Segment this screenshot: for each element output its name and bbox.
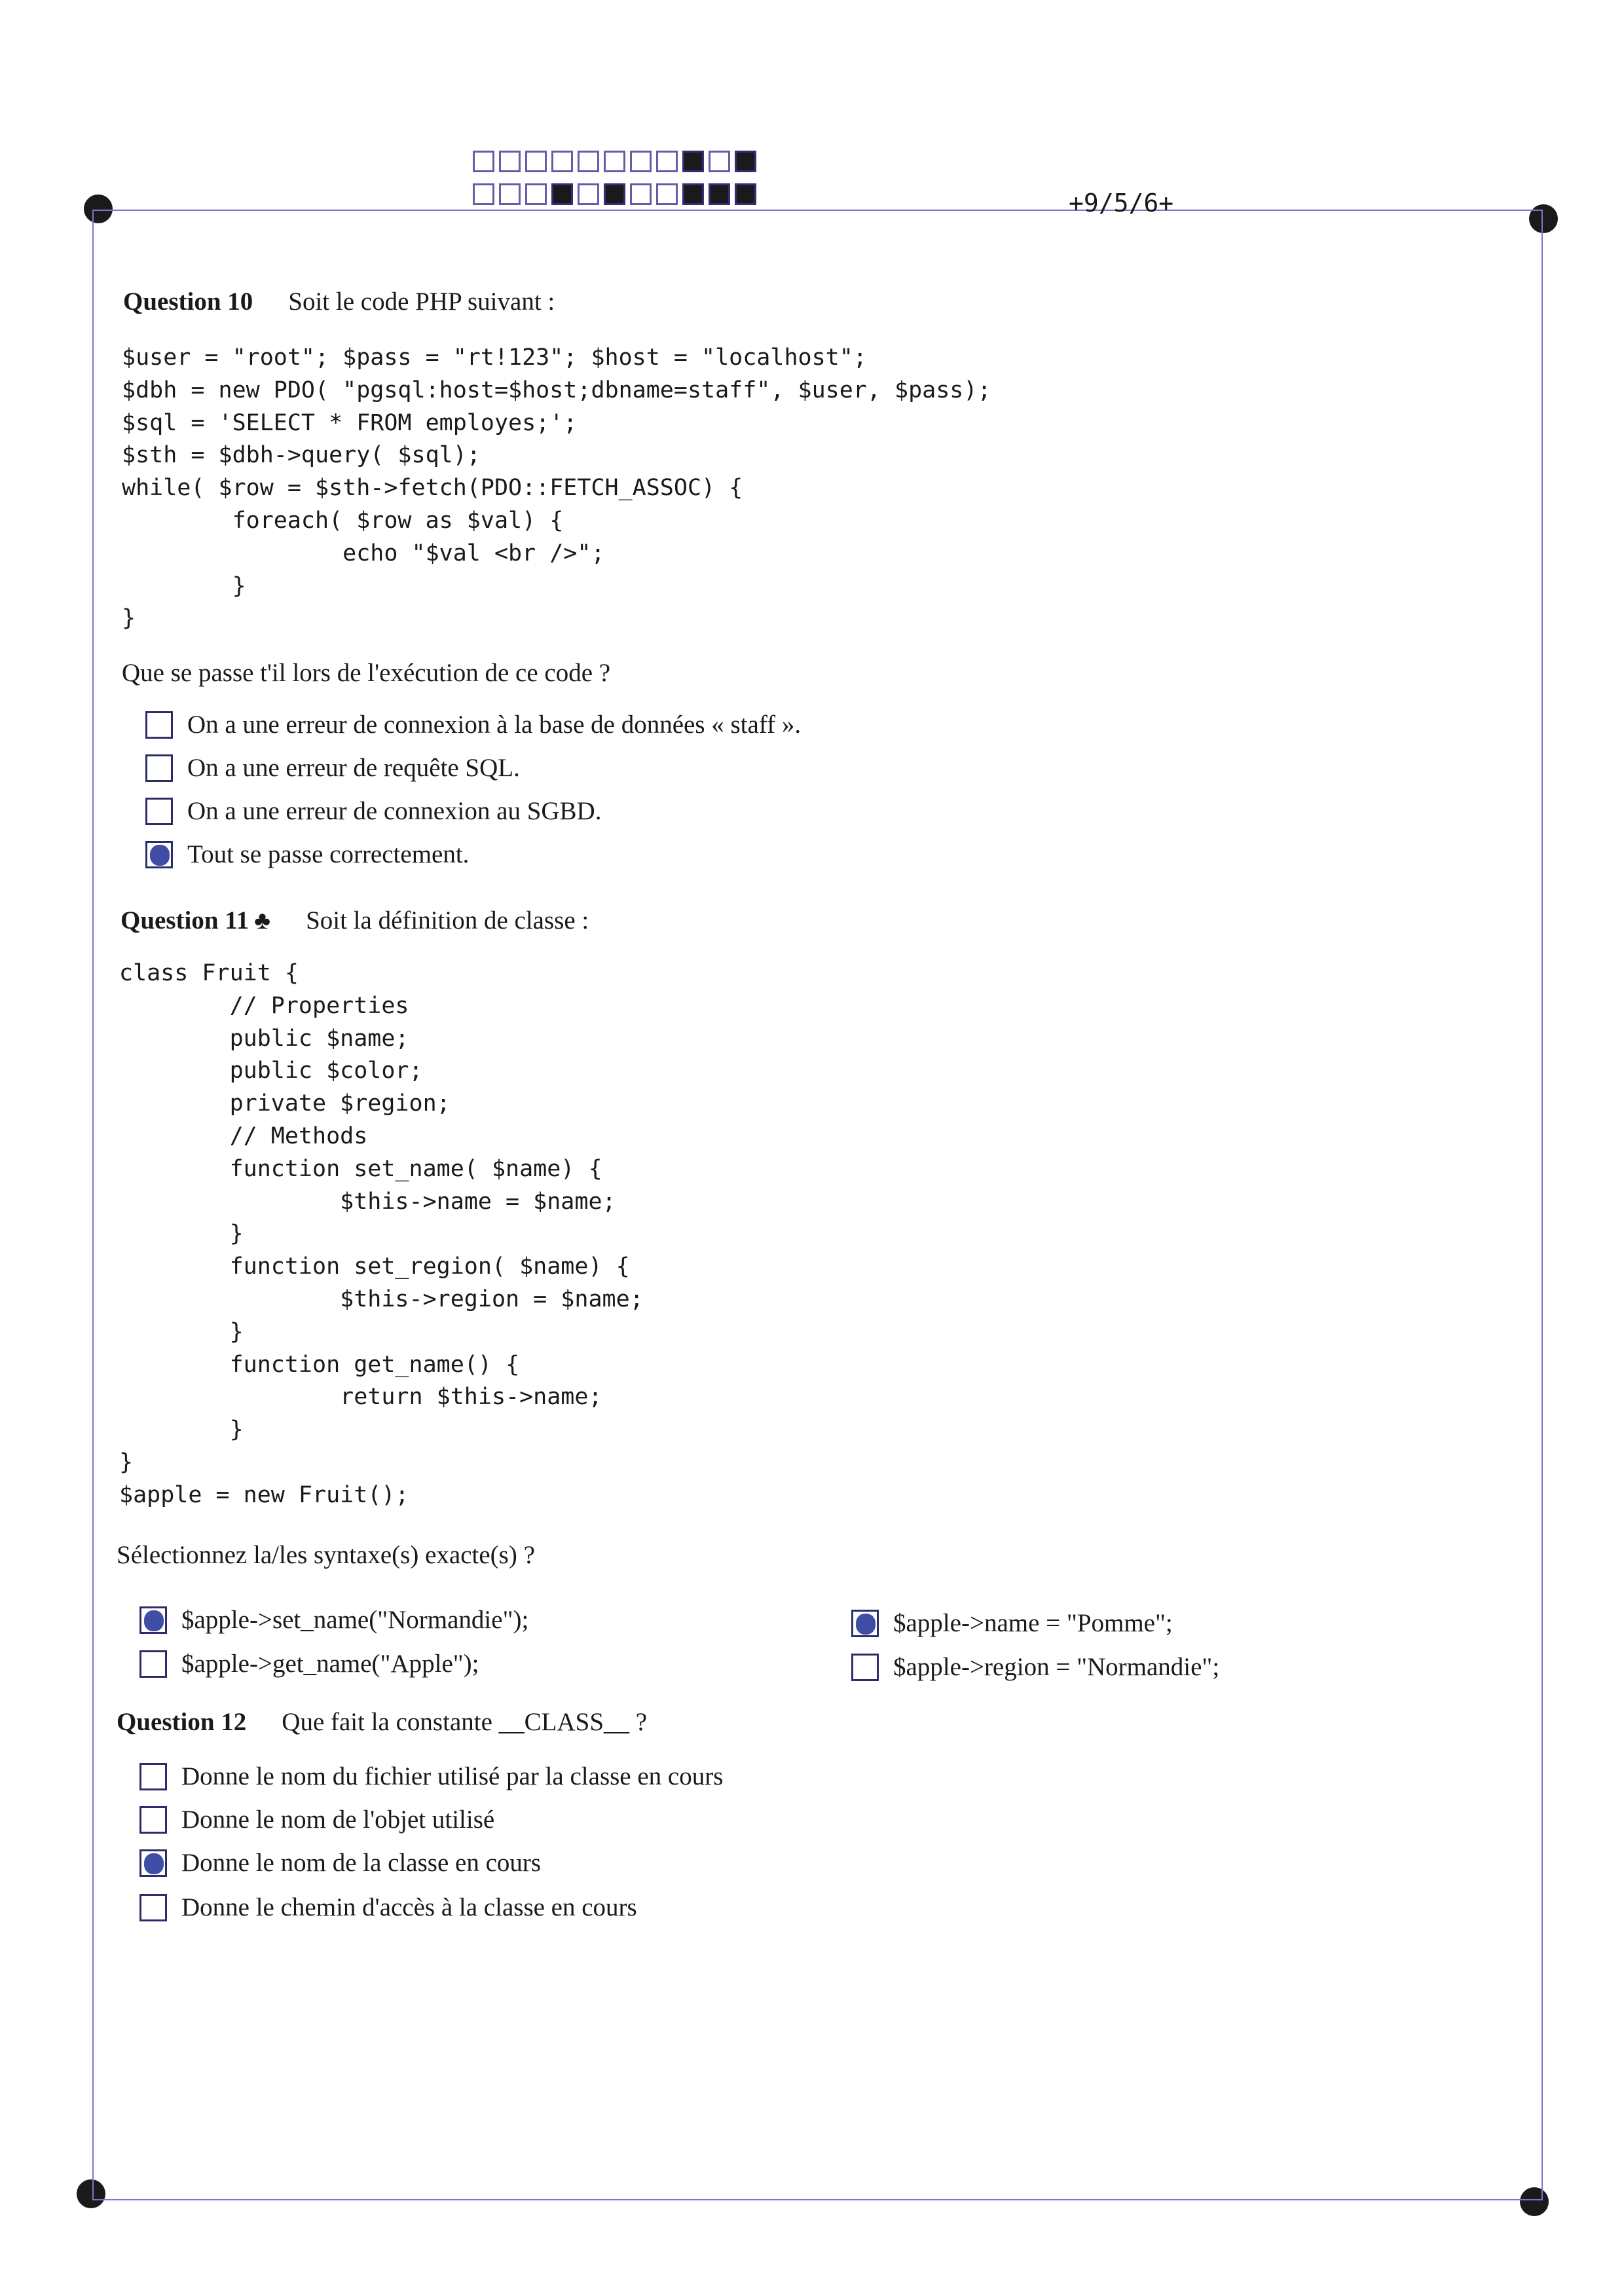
id-grid-row-1-cell-6 [604, 151, 625, 172]
id-grid-row-1-cell-2 [499, 151, 521, 172]
id-grid-row-1-cell-9 [682, 151, 704, 172]
q12-option-1[interactable] [139, 1762, 723, 1791]
id-grid-row-1-cell-5 [578, 151, 599, 172]
question-12-prompt: Que fait la constante __CLASS__ ? [282, 1708, 648, 1736]
q11-option-4[interactable] [851, 1652, 1219, 1682]
q12-option-2-checkbox[interactable] [139, 1806, 167, 1834]
id-grid-row-2-cell-7 [630, 183, 652, 205]
q11-option-3-label: $apple->name = "Pomme"; [893, 1609, 1173, 1637]
id-grid-row-1-cell-8 [656, 151, 678, 172]
question-12-header [117, 1707, 647, 1737]
question-11-header [120, 906, 589, 935]
q12-option-2[interactable] [139, 1805, 494, 1834]
question-10-question: Que se passe t'il lors de l'exécution de ce code ? [122, 659, 611, 687]
id-grid-row-1-cell-11 [735, 151, 756, 172]
q11-option-3[interactable] [851, 1608, 1173, 1638]
id-grid-row-1-cell-4 [551, 151, 573, 172]
q10-option-2[interactable] [145, 753, 520, 783]
q10-option-4-label: Tout se passe correctement. [187, 840, 470, 868]
q10-option-3-checkbox[interactable] [145, 798, 173, 825]
page-id: +9/5/6+ [1069, 189, 1174, 217]
q10-option-3[interactable] [145, 796, 601, 826]
question-10-header [123, 287, 555, 316]
q12-option-4-checkbox[interactable] [139, 1894, 167, 1921]
id-grid-row-2-cell-5 [578, 183, 599, 205]
q11-option-1-checkbox[interactable] [139, 1606, 167, 1634]
q10-option-1[interactable] [145, 710, 801, 739]
club-icon: ♣ [254, 907, 271, 935]
id-grid-row-2-cell-10 [709, 183, 730, 205]
id-grid-row-2-cell-9 [682, 183, 704, 205]
q10-option-3-label: On a une erreur de connexion au SGBD. [187, 797, 602, 825]
question-11-prompt: Soit la définition de classe : [306, 906, 589, 935]
q12-option-1-checkbox[interactable] [139, 1763, 167, 1790]
q11-option-1[interactable] [139, 1605, 528, 1635]
q11-option-2[interactable] [139, 1649, 479, 1678]
id-grid-row-1-cell-1 [473, 151, 494, 172]
id-grid-row-1-cell-3 [525, 151, 547, 172]
q11-option-4-checkbox[interactable] [851, 1654, 879, 1681]
q11-option-4-label: $apple->region = "Normandie"; [893, 1653, 1220, 1681]
q10-option-1-checkbox[interactable] [145, 711, 173, 739]
q10-option-1-label: On a une erreur de connexion à la base de données « staff ». [187, 711, 802, 739]
question-10-prompt: Soit le code PHP suivant : [288, 287, 555, 316]
q12-option-4-label: Donne le chemin d'accès à la classe en cours [181, 1893, 637, 1921]
q12-option-3[interactable] [139, 1848, 541, 1878]
q11-option-2-label: $apple->get_name("Apple"); [181, 1650, 479, 1678]
q12-option-1-label: Donne le nom du fichier utilisé par la classe en cours [181, 1762, 724, 1790]
q11-option-1-label: $apple->set_name("Normandie"); [181, 1606, 529, 1634]
question-11-question: Sélectionnez la/les syntaxe(s) exacte(s) ? [117, 1541, 535, 1569]
question-12-label: Question 12 [117, 1708, 247, 1736]
q12-option-4[interactable] [139, 1893, 637, 1922]
id-grid-row-1-cell-7 [630, 151, 652, 172]
question-10-label: Question 10 [123, 287, 253, 316]
q12-option-2-label: Donne le nom de l'objet utilisé [181, 1805, 495, 1834]
question-10-code: $user = "root"; $pass = "rt!123"; $host = "localhost"; $dbh = new PDO( "pgsql:host=$host;dbname=staff", $user, $pass); $sql = 'SELECT * FROM employes;'; $sth = $dbh->query( $sql); while( $row = $sth->fetch(PDO::FETCH_ASSOC) { foreach( $row as $val) { echo "$val <br />"; } } [122, 344, 991, 632]
q10-option-2-label: On a une erreur de requête SQL. [187, 754, 520, 782]
id-grid-row-2-cell-4 [551, 183, 573, 205]
id-grid-row-2-cell-1 [473, 183, 494, 205]
id-grid-row-2-cell-8 [656, 183, 678, 205]
id-grid-row-2-cell-11 [735, 183, 756, 205]
id-grid-row-1 [473, 151, 761, 172]
q10-option-4-checkbox[interactable] [145, 841, 173, 868]
q12-option-3-label: Donne le nom de la classe en cours [181, 1849, 542, 1877]
q10-option-4[interactable] [145, 840, 469, 869]
id-grid-row-2-cell-3 [525, 183, 547, 205]
q11-option-2-checkbox[interactable] [139, 1650, 167, 1678]
id-grid-row-2-cell-2 [499, 183, 521, 205]
q12-option-3-checkbox[interactable] [139, 1849, 167, 1877]
id-grid-row-1-cell-10 [709, 151, 730, 172]
question-11-code: class Fruit { // Properties public $name; public $color; private $region; // Methods function set_name( $name) { $this->name = $name; } function set_region( $name) { $this->region = $name; } function get_name() { return $this->name; } } $apple = new Fruit(); [119, 960, 644, 1508]
q10-option-2-checkbox[interactable] [145, 754, 173, 782]
question-11-label: Question 11 [120, 906, 249, 935]
id-grid-row-2 [473, 183, 761, 205]
q11-option-3-checkbox[interactable] [851, 1610, 879, 1637]
id-grid-row-2-cell-6 [604, 183, 625, 205]
